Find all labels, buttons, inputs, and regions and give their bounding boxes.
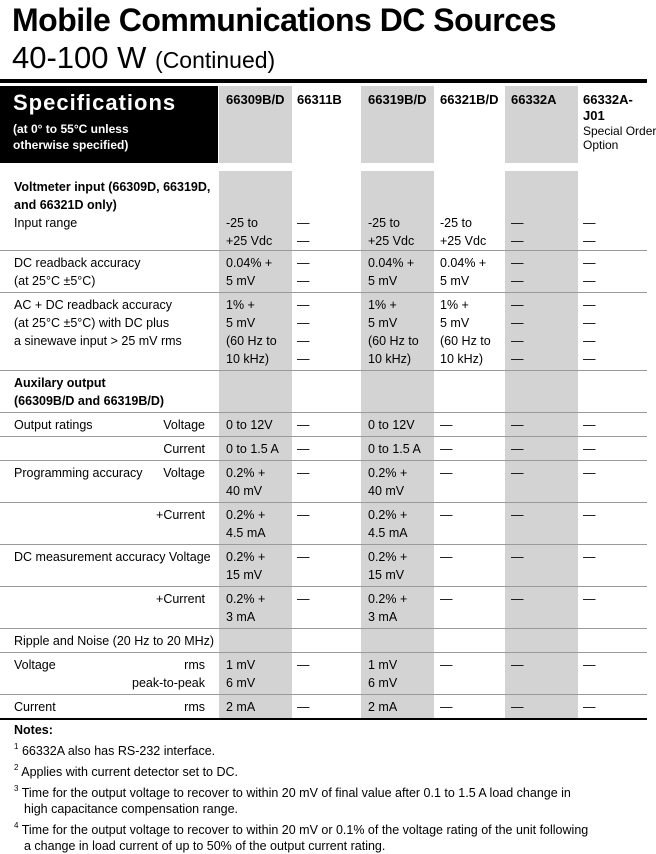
column-shade-66332a (505, 86, 578, 719)
note-item (14, 739, 644, 759)
table-cell: — (440, 700, 453, 714)
table-cell: 4.5 mA (226, 526, 266, 540)
note-text: Time for the output voltage to recover to within 20 mV of final value after 0.1 to 1.5 A load change in (21, 786, 571, 800)
row-divider (0, 292, 647, 293)
column-header-label: 66332A- (583, 92, 633, 107)
note-number: 1 (14, 742, 19, 751)
table-cell: — (297, 508, 310, 522)
table-cell: — (440, 442, 453, 456)
table-cell: 0.2% + (368, 466, 408, 480)
row-sublabel: Current (163, 442, 205, 456)
table-cell: — (440, 466, 453, 480)
table-cell: +25 Vdc (226, 234, 273, 248)
table-bottom-rule (0, 718, 647, 720)
table-cell: -25 to (226, 216, 258, 230)
table-cell: — (583, 466, 596, 480)
row-sublabel: rms (184, 658, 205, 672)
table-cell: 10 kHz) (440, 352, 484, 366)
row-label: Input range (14, 216, 78, 230)
table-cell: 4.5 mA (368, 526, 408, 540)
table-cell: — (511, 418, 524, 432)
specifications-conditions: (at 0° to 55°C unless otherwise specified) (13, 122, 129, 152)
specifications-title: Specifications (13, 90, 177, 115)
table-cell: — (511, 274, 524, 288)
table-cell: — (297, 550, 310, 564)
note-text: Time for the output voltage to recover to within 20 mV or 0.1% of the voltage rating of the unit following (21, 823, 589, 837)
table-cell: — (511, 256, 524, 270)
table-cell: -25 to (368, 216, 400, 230)
table-cell: 2 mA (368, 700, 398, 714)
column-header-note: Option (583, 138, 619, 152)
row-label: a sinewave input > 25 mV rms (14, 334, 182, 348)
column-header-label: 66311B (297, 92, 342, 107)
note-line (14, 838, 644, 854)
table-cell: 0 to 1.5 A (226, 442, 279, 456)
note-text: a change in load current of up to 50% of the output current rating. (24, 839, 386, 853)
table-cell: — (297, 334, 310, 348)
column-header-label: 66321B/D (440, 92, 499, 107)
table-cell: — (583, 508, 596, 522)
table-cell: — (583, 700, 596, 714)
row-label: (at 25°C ±5°C) with DC plus (14, 316, 170, 330)
column-header-label: J01 (583, 108, 605, 123)
table-cell: — (297, 274, 310, 288)
table-cell: — (511, 216, 524, 230)
table-cell: 0.2% + (226, 592, 266, 606)
table-cell: — (297, 592, 310, 606)
table-cell: 3 mA (368, 610, 398, 624)
row-sublabel: +Current (156, 508, 205, 522)
table-cell: — (511, 508, 524, 522)
table-cell: -25 to (440, 216, 472, 230)
specifications-header (0, 86, 218, 163)
table-cell: 40 mV (226, 484, 263, 498)
column-header (511, 92, 557, 108)
row-divider (0, 412, 647, 413)
table-cell: 1% + (226, 298, 255, 312)
page-title: Mobile Communications DC Sources (12, 2, 557, 38)
table-cell: — (297, 216, 310, 230)
table-cell: — (297, 658, 310, 672)
page-subtitle (12, 38, 275, 80)
row-divider (0, 502, 647, 503)
column-header-label: 66319B/D (368, 92, 427, 107)
continued-label: (Continued) (155, 47, 276, 73)
table-cell: 40 mV (368, 484, 405, 498)
column-header-label: 66309B/D (226, 92, 285, 107)
table-cell: — (511, 592, 524, 606)
table-cell: — (297, 352, 310, 366)
notes-heading: Notes: (14, 723, 53, 737)
table-cell: — (583, 658, 596, 672)
table-cell: 6 mV (368, 676, 398, 690)
table-cell: — (583, 334, 596, 348)
note-text: high capacitance compensation range. (24, 802, 239, 816)
table-cell: 15 mV (368, 568, 405, 582)
row-sublabel: Voltage (163, 418, 205, 432)
note-line (14, 739, 644, 759)
row-divider (0, 586, 647, 587)
note-text: Applies with current detector set to DC. (21, 765, 239, 779)
table-cell: 0 to 1.5 A (368, 442, 421, 456)
row-label: DC readback accuracy (14, 256, 141, 270)
table-cell: 10 kHz) (226, 352, 270, 366)
table-cell: — (583, 216, 596, 230)
power-range: 40-100 W (12, 40, 147, 75)
table-cell: — (511, 298, 524, 312)
row-label: Voltmeter input (66309D, 66319D, (14, 180, 211, 194)
table-cell: 0 to 12V (368, 418, 415, 432)
row-divider (0, 250, 647, 251)
table-cell: 0.04% + (226, 256, 273, 270)
table-cell: — (511, 550, 524, 564)
note-item (14, 760, 644, 780)
table-cell: 0.2% + (368, 550, 408, 564)
table-cell: (60 Hz to (440, 334, 491, 348)
table-cell: (60 Hz to (368, 334, 419, 348)
row-label: DC measurement accuracy Voltage (14, 550, 211, 564)
row-divider (0, 652, 647, 653)
row-divider (0, 460, 647, 461)
table-cell: 0.2% + (226, 466, 266, 480)
column-header (440, 92, 499, 108)
table-cell: 5 mV (368, 274, 398, 288)
table-cell: 0.2% + (368, 508, 408, 522)
column-header (583, 92, 656, 152)
table-cell: — (297, 466, 310, 480)
column-header (368, 92, 427, 108)
row-divider (0, 436, 647, 437)
table-cell: — (297, 418, 310, 432)
column-header (226, 92, 285, 108)
table-cell: 2 mA (226, 700, 256, 714)
table-cell: 1 mV (226, 658, 256, 672)
table-cell: — (583, 274, 596, 288)
note-text: 66332A also has RS-232 interface. (21, 744, 216, 758)
table-cell: 0 to 12V (226, 418, 273, 432)
table-cell: — (583, 592, 596, 606)
table-cell: — (511, 316, 524, 330)
table-cell: 10 kHz) (368, 352, 412, 366)
note-number: 3 (14, 784, 19, 793)
table-cell: — (440, 658, 453, 672)
table-cell: 5 mV (226, 274, 256, 288)
table-cell: — (583, 550, 596, 564)
table-cell: — (297, 234, 310, 248)
table-cell: 5 mV (440, 316, 470, 330)
note-item (14, 818, 644, 854)
table-cell: — (583, 316, 596, 330)
title-rule (0, 79, 647, 83)
table-cell: 0.04% + (440, 256, 487, 270)
table-cell: — (511, 658, 524, 672)
row-label: Current (14, 700, 56, 714)
row-sublabel: rms (184, 700, 205, 714)
table-cell: 5 mV (226, 316, 256, 330)
table-cell: — (297, 256, 310, 270)
table-cell: — (583, 418, 596, 432)
table-cell: — (583, 298, 596, 312)
column-header-label: 66332A (511, 92, 557, 107)
table-cell: — (297, 316, 310, 330)
note-line (14, 818, 644, 838)
row-sublabel: peak-to-peak (132, 676, 205, 690)
table-cell: — (511, 352, 524, 366)
row-divider (0, 544, 647, 545)
table-cell: — (511, 700, 524, 714)
column-header-note: Special Order (583, 124, 656, 138)
table-cell: — (583, 256, 596, 270)
note-line (14, 801, 644, 817)
table-cell: 6 mV (226, 676, 256, 690)
table-cell: — (440, 592, 453, 606)
table-cell: — (511, 334, 524, 348)
table-cell: — (297, 442, 310, 456)
row-divider (0, 370, 647, 371)
table-cell: — (440, 508, 453, 522)
notes-section (14, 722, 644, 854)
table-cell: — (297, 298, 310, 312)
table-cell: 0.2% + (226, 550, 266, 564)
row-label: Programming accuracy (14, 466, 143, 480)
row-label: (at 25°C ±5°C) (14, 274, 96, 288)
table-cell: +25 Vdc (440, 234, 487, 248)
table-cell: 5 mV (440, 274, 470, 288)
table-cell: 3 mA (226, 610, 256, 624)
note-line (14, 781, 644, 801)
table-cell: 0.04% + (368, 256, 415, 270)
table-cell: 5 mV (368, 316, 398, 330)
note-item (14, 781, 644, 817)
table-cell: 0.2% + (368, 592, 408, 606)
row-label: Voltage (14, 658, 56, 672)
row-label: and 66321D only) (14, 198, 117, 212)
table-cell: — (583, 352, 596, 366)
table-cell: 1% + (368, 298, 397, 312)
row-label: Output ratings (14, 418, 93, 432)
note-number: 2 (14, 763, 19, 772)
row-divider (0, 694, 647, 695)
row-label: Auxilary output (14, 376, 106, 390)
table-cell: — (511, 442, 524, 456)
row-sublabel: +Current (156, 592, 205, 606)
table-cell: — (583, 442, 596, 456)
table-cell: — (297, 700, 310, 714)
table-cell: — (440, 418, 453, 432)
row-divider (0, 628, 647, 629)
row-label: AC + DC readback accuracy (14, 298, 173, 312)
column-header (297, 92, 342, 108)
table-cell: 1 mV (368, 658, 398, 672)
note-line (14, 760, 644, 780)
table-cell: — (440, 550, 453, 564)
note-number: 4 (14, 821, 19, 830)
table-cell: +25 Vdc (368, 234, 415, 248)
row-sublabel: Voltage (163, 466, 205, 480)
table-cell: — (511, 466, 524, 480)
table-cell: 1% + (440, 298, 469, 312)
row-label: Ripple and Noise (20 Hz to 20 MHz) (14, 634, 215, 648)
table-cell: — (583, 234, 596, 248)
table-cell: (60 Hz to (226, 334, 277, 348)
row-label: (66309B/D and 66319B/D) (14, 394, 165, 408)
table-cell: — (511, 234, 524, 248)
table-cell: 15 mV (226, 568, 263, 582)
table-cell: 0.2% + (226, 508, 266, 522)
